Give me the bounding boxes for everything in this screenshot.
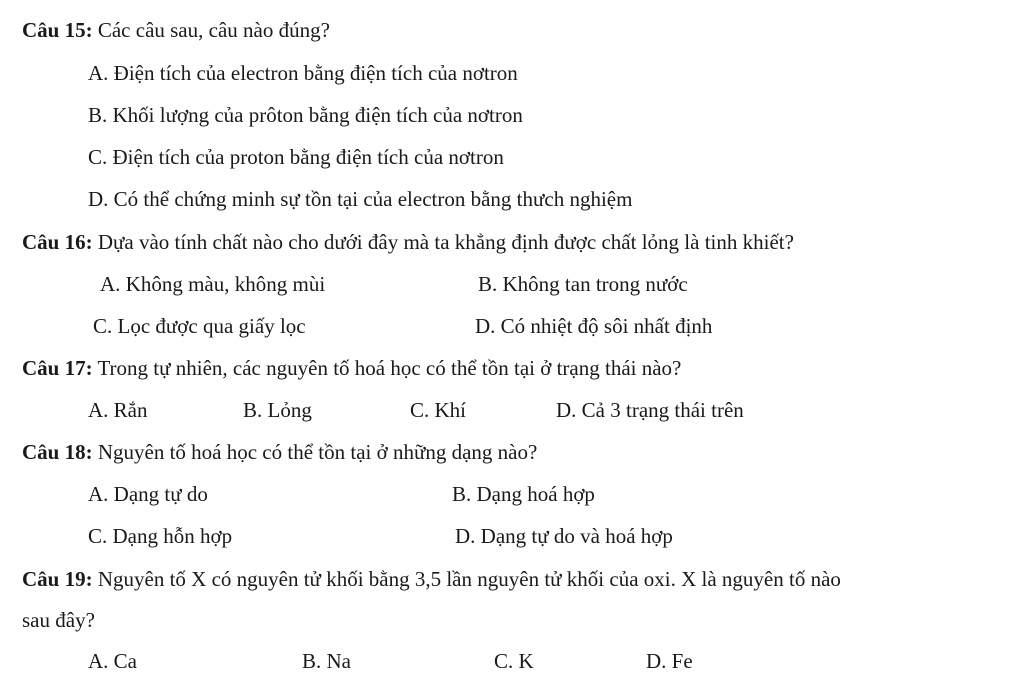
question-17-option-c: C. Khí — [410, 398, 467, 422]
question-15 — [22, 17, 330, 43]
question-15-option-b: B. Khối lượng của prôton bằng điện tích của nơtron — [88, 103, 523, 127]
question-15-label: Câu 15: — [22, 18, 93, 42]
question-19-option-d: D. Fe — [646, 649, 693, 673]
question-18-option-b: B. Dạng hoá hợp — [452, 482, 595, 506]
question-16-label: Câu 16: — [22, 230, 93, 254]
question-15-text: Các câu sau, câu nào đúng? — [92, 18, 330, 42]
question-18-text: Nguyên tố hoá học có thể tồn tại ở những dạng nào? — [92, 440, 538, 464]
question-16-option-d: D. Có nhiệt độ sôi nhất định — [475, 314, 713, 338]
question-15-option-c: C. Điện tích của proton bằng điện tích của nơtron — [88, 145, 504, 169]
question-17-option-b: B. Lỏng — [243, 398, 312, 422]
question-19-label: Câu 19: — [22, 567, 93, 591]
question-19-option-b: B. Na — [302, 649, 351, 673]
question-15-option-a: A. Điện tích của electron bằng điện tích của nơtron — [88, 61, 518, 85]
question-19-option-a: A. Ca — [88, 649, 137, 673]
question-16-option-b: B. Không tan trong nước — [478, 272, 688, 296]
question-18-option-d: D. Dạng tự do và hoá hợp — [455, 524, 673, 548]
question-17-text: Trong tự nhiên, các nguyên tố hoá học có thể tồn tại ở trạng thái nào? — [92, 356, 682, 380]
question-15-option-d: D. Có thể chứng minh sự tồn tại của electron bằng thưch nghiệm — [88, 187, 633, 211]
question-19-text-continued: sau đây? — [22, 608, 95, 632]
question-17 — [22, 355, 681, 381]
question-17-option-d: D. Cả 3 trạng thái trên — [556, 398, 744, 422]
question-18-option-a: A. Dạng tự do — [88, 482, 208, 506]
question-18 — [22, 439, 537, 465]
question-17-label: Câu 17: — [22, 356, 93, 380]
question-16-text: Dựa vào tính chất nào cho dưới đây mà ta khẳng định được chất lỏng là tinh khiết? — [92, 230, 794, 254]
question-16-option-c: C. Lọc được qua giấy lọc — [93, 314, 306, 338]
question-16-option-a: A. Không màu, không mùi — [100, 272, 326, 296]
question-18-label: Câu 18: — [22, 440, 93, 464]
question-17-option-a: A. Rắn — [88, 398, 148, 422]
question-19 — [22, 566, 841, 592]
question-18-option-c: C. Dạng hỗn hợp — [88, 524, 233, 548]
question-19-option-c: C. K — [494, 649, 534, 673]
question-16 — [22, 229, 794, 255]
question-19-text: Nguyên tố X có nguyên tử khối bằng 3,5 lần nguyên tử khối của oxi. X là nguyên tố nào — [92, 567, 841, 591]
